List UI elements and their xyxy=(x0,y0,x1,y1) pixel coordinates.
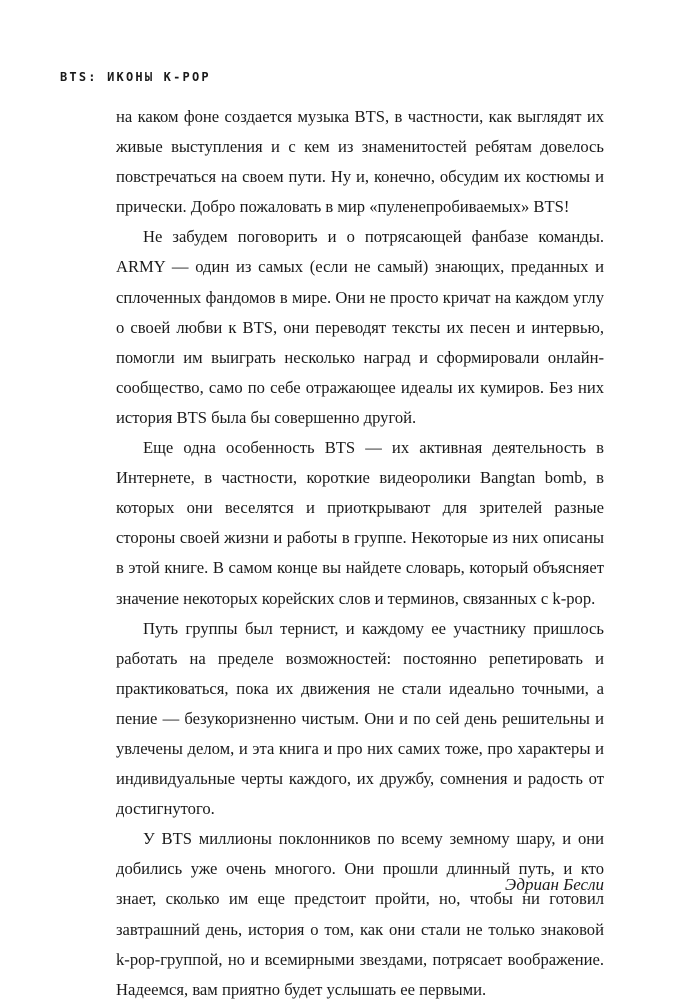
author-signature: Эдриан Бесли xyxy=(505,875,604,894)
paragraph-continued: на каком фоне создается музыка BTS, в частности, как выглядят их живые выступления и с кем из знаменитостей ребятам довелось повстречаться на своем пути. Ну и, конечно, обсудим их костюмы и прически. Добро пожаловать в мир «пуленепробиваемых» BTS! xyxy=(116,107,604,217)
paragraph: Не забудем поговорить и о потрясающей фанбазе команды. ARMY — один из самых (если не самый) знающих, преданных и сплоченных фандомов в мире. Они не просто кричат на каждом углу о своей любви к BTS, они переводят тексты их песен и интервью, помогли им выиграть несколько наград и сформировали онлайн-сообщество, само по себе отражающее идеалы их кумиров. Без них история BTS была бы совершенно другой. xyxy=(116,227,604,427)
body-text xyxy=(116,102,604,1005)
paragraph: У BTS миллионы поклонников по всему земному шару, и они добились уже очень многого. Они прошли длинный путь, и кто знает, сколько им еще предстоит пройти, но, чтобы ни готовил завтрашний день, история о том, как они стали не только знаковой k-pop-группой, но и всемирными звездами, потрясает воображение. Надеемся, вам приятно будет услышать ее первыми. xyxy=(116,829,604,999)
paragraph: Еще одна особенность BTS — их активная деятельность в Интернете, в частности, короткие видеоролики Bangtan bomb, в которых они веселятся и приоткрывают для зрителей разные стороны своей жизни и работы в группе. Некоторые из них описаны в этой книге. В самом конце вы найдете словарь, который объясняет значение некоторых корейских слов и терминов, связанных с k-pop. xyxy=(116,438,604,608)
paragraph: Путь группы был тернист, и каждому ее участнику пришлось работать на пределе возможностей: постоянно репетировать и практиковаться, пока их движения не стали идеально точными, а пение — безукоризненно чистым. Они и по сей день решительны и увлечены делом, и эта книга и про них самих тоже, про характеры и индивидуальные черты каждого, их дружбу, сомнения и радость от достигнутого. xyxy=(116,618,604,819)
running-header: BTS: ИКОНЫ K-POP xyxy=(60,70,211,84)
